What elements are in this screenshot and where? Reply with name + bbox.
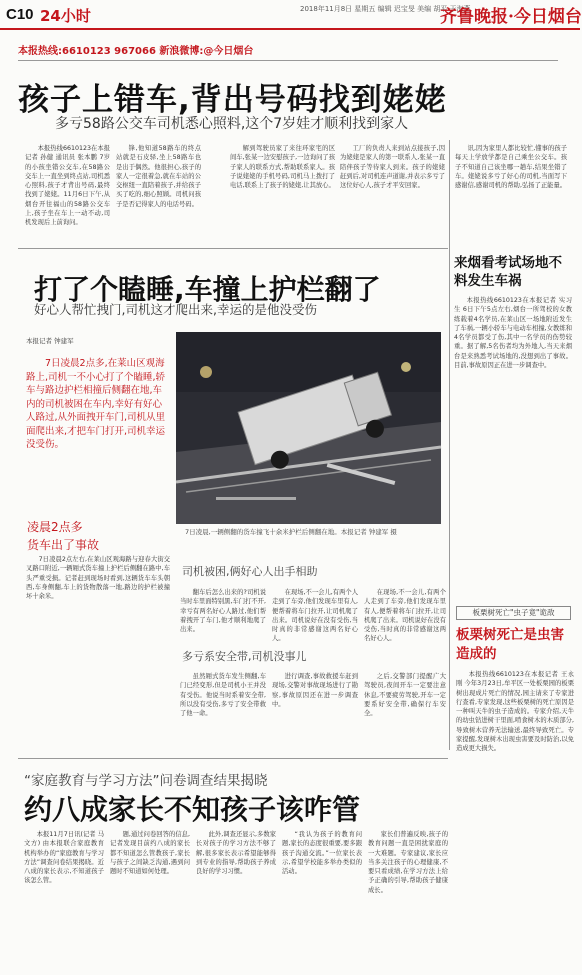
hotline-bar: 本报热线:6610123 967066 新浪微博:@今日烟台	[18, 46, 254, 57]
sidebar2-body: 本报热线6610123在本报记者 王永刚 今年3月23日,牟平区一处板栗园的板栗树出现成片死亡的情况,园主请来了专家进行查看,专家发现,这些板栗树的死亡原因是一种叫天牛的虫子造成的。专家介绍,天牛的幼虫钻进树干里面,啃食树木的木质部分,导致树木营养无法输送,最终导致死亡。专家提醒,发现树木出现虫害要及时防治,以免造成更大损失。	[456, 671, 574, 753]
story2-col-6: 进行调查,事故救援车赶到现场,交警对事故现场进行了勘察,事故原因还在进一步调查中。	[272, 673, 358, 708]
page-number: C10	[6, 6, 34, 23]
story3-col-4: “我认为孩子的教育问题,家长的态度很重要,要多跟孩子沟通交流。”一位家长表示,希望学校能多举办类似的活动。	[282, 831, 362, 876]
story2-subhead-4: 多亏系安全带,司机没事儿	[182, 650, 307, 663]
photo-caption: 7日凌晨,一辆侧翻的货车撞飞十余米护栏后侧翻在地。本报记者 钟建军 摄	[185, 528, 397, 536]
story2-subhead-3: 司机被困,俩好心人出手相助	[182, 565, 318, 578]
story3-col-3: 此外,调查还显示,多数家长对孩子的学习方法不够了解,很多家长表示希望能够得到专业的指导,帮助孩子养成良好的学习习惯。	[196, 831, 276, 876]
story2-col-3: 在现场,不一会儿,有两个人走到了车旁,他们发现车里有人,便帮着将车门拉开,让司机爬了出来。司机说好在没有受伤,当时真的非常感谢这两名好心人。	[272, 589, 358, 643]
story2-byline: 本报记者 钟建军	[26, 337, 74, 345]
story1-headline: 孩子上错车,背出号码找到姥姥	[18, 82, 447, 118]
story2-col-1: 7日凌晨2点左右,在莱山区观海路与迎春大街交叉路口附近,一辆厢式货车撞上护栏后侧翻在路中,车头严重受损。记者赶到现场时看到,这辆货车车头朝西,车身侧翻,车上的货物散落一地,路边的护栏被撞坏十余米。	[26, 556, 170, 601]
sidebar2-headline: 板栗树死亡是虫害造成的	[456, 627, 564, 662]
date-line: 2018年11月8日 星期五 编辑 迟宝旻 美编 胡平 于海燕	[300, 5, 471, 13]
story2-col-2: 翻车后怎么出来的?司机说当时车里面特别黑,车门打不开,幸亏有两名好心人路过,他们帮着拽开了车门,他才顺利地爬了出来。	[180, 589, 266, 634]
overturned-truck-photo	[176, 332, 441, 524]
subhead-line: 货车出了事故	[27, 538, 100, 552]
sidebar2-tag: 板栗树死亡"虫子竟"诡敌	[456, 606, 571, 620]
story2-lede: 7日凌晨2点多,在莱山区观海路上,司机一不小心打了个瞌睡,轿车与路边护栏相撞后侧翻在地,车内的司机被困在车内,幸好有好心人路过,从外面拽开车门,司机从里面爬出来,才把车门打开,司机幸运没受伤。	[26, 358, 166, 450]
story1-col-4: 工厂的负责人来到站点接孩子,因为姥姥是家人的第一联系人,张某一直陪伴孩子等待家人到来。孩子的姥姥赶到后,对司机连声道谢,并表示多亏了这位好心人,孩子才平安回家。	[340, 145, 445, 190]
column-divider	[449, 140, 450, 750]
story1-col-1: 本报热线6610123在本报记者 孙健 通讯员 张本鹏 7岁的小孩坐错公交车,在58路公交车上一直坐到终点站,司机悉心照料,孩子才背出号码,最终找到了姥姥。11月6日下午,从烟台开往福山的58路公交车上,孩子坐在车上一动不动,司机发现后上前询问。	[25, 145, 110, 227]
story3-col-5: 家长们普遍反映,孩子的教育问题一直是困扰家庭的一大难题。专家建议,家长应当多关注孩子的心理健康,不要只看成绩,在学习方法上给予正确的引导,帮助孩子健康成长。	[368, 831, 448, 894]
story1-col-3: 解到驾驶员家了来往环家宅的区间车,张某一边安慰孩子,一边询问了孩子家人的联系方式,帮助联系家人。孩子说姥姥的手机号码,司机马上拨打了电话,联系上了孩子的姥姥,让其放心。	[230, 145, 335, 190]
story2-subhead: 好心人帮忙拽门,司机这才爬出来,幸运的是他没受伤	[34, 302, 317, 317]
sidebar1-headline: 来烟看考试场地不料发生车祸	[454, 255, 562, 289]
story2-col-4: 在现场,不一会儿,有两个人走到了车旁,他们发现车里有人,便帮着将车门拉开,让司机爬了出来。司机说好在没有受伤,当时真的非常感谢这两名好心人。	[364, 589, 446, 643]
story3-preheadline: “家庭教育与学习方法”问卷调查结果揭晓	[24, 773, 268, 789]
divider	[18, 248, 448, 249]
story2-col-5: 虽然厢式货车发生侧翻,车门已经变形,但是司机小王并没有受伤。他说当时系着安全带,所以没有受伤,多亏了安全带救了他一命。	[180, 673, 266, 718]
news-photo	[176, 332, 441, 524]
story1-col-2: 锋,他知道58路车的终点站就是石皮驿,坐上58路车也是出于偶然。他很担心,孩子的家人一定很着急,就在车站的公交枢纽一直陪着孩子,并给孩子买了吃的,细心照顾。司机问孩子是否记得家人的电话号码。	[116, 145, 201, 208]
story3-headline: 约八成家长不知孩子该咋管	[24, 793, 361, 826]
story3-col-1: 本报11月7日讯(记者 马文方) 由本报联合家庭教育机构举办的“家庭教育与学习方法”调查问卷结果揭晓。近八成的家长表示,不知道孩子该怎么管。	[24, 831, 104, 885]
story2-col-7: 之后,交警部门提醒广大驾驶员,夜间开车一定要注意休息,不要疲劳驾驶,开车一定要系好安全带,确保行车安全。	[364, 673, 446, 718]
story1-col-5: 讯,因为家里人都比较忙,懂事的孩子每天上学放学都是自己乘坐公交车。孩子不知道自己该坐哪一趟车,结果坐错了车。姥姥说多亏了好心的司机,当面写下感谢信,感谢司机的帮助,弘扬了正能量。	[455, 145, 567, 190]
subhead-line: 凌晨2点多	[27, 520, 83, 534]
divider	[18, 60, 558, 61]
divider	[18, 758, 448, 759]
newspaper-logo: 齐鲁晚报·今日烟台	[440, 7, 582, 27]
story1-subhead: 多亏58路公交车司机悉心照料,这个7岁娃才顺利找到家人	[55, 116, 409, 132]
story2-headline: 打了个瞌睡,车撞上护栏翻了	[34, 273, 381, 306]
sidebar1-body: 本报热线6610123在本报记者 实习生 6日下午5点左右,烟台一所驾校的女教练载着4名学员,在莱山区一场地附近发生了车祸,一辆小轿车与电动车相撞,女教练和4名学员都受了伤,其中一名学员的伤势较重。据了解,5名伤者均为外地人,当天来烟台是来熟悉考试场地的,没想到出了事故。目前,事故原因正在进一步调查中。	[454, 297, 572, 370]
story3-col-2: 题,通过问卷回答的信息,记者发现目前约八成的家长都不知道怎么管教孩子,家长与孩子之间缺乏沟通,遇到问题时不知道如何处理。	[110, 831, 190, 876]
story2-subhead-1	[27, 518, 99, 554]
section-name: 24小时	[40, 7, 91, 25]
